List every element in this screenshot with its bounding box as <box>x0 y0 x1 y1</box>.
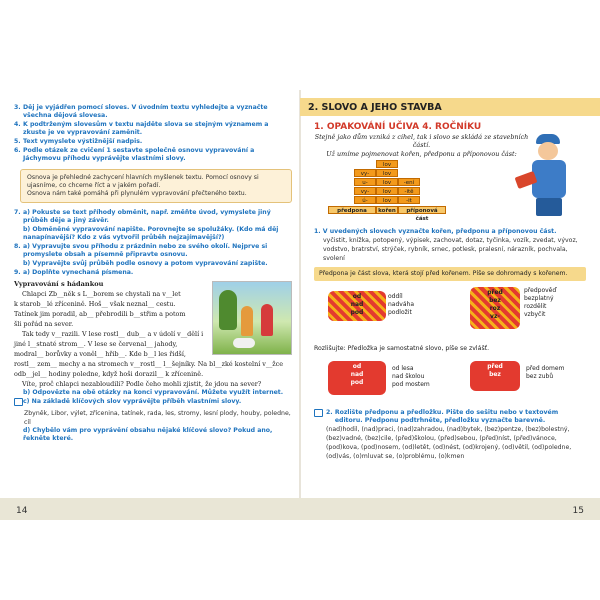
section-title: 1. OPAKOVÁNÍ UČIVA 4. ROČNÍKU <box>314 122 482 132</box>
brick-root: lov <box>376 169 398 177</box>
puzzle-piece: od nad pod <box>328 291 386 321</box>
preposition-examples-1: od lesa nad školou pod mostem <box>392 365 430 388</box>
story-line: Chlapci Zb__něk s L__borem se chystali na v__let <box>22 290 181 298</box>
brick-label-suffix: příponová část <box>398 206 446 214</box>
brick-prefix: ú- <box>354 196 376 204</box>
intro-line-2: Už umíme pojmenovat kořen, předponu a příponovou část: <box>326 150 517 158</box>
exercise-7: 7. a) Pokuste se text příhody obměnit, např. změňte úvod, vymyslete jiný průběh děje a jiný závěr. <box>14 209 271 224</box>
exercise-2-title: 2. Rozlište předponu a předložku. Pište do sešitu nebo v textovém editoru. Předponu podtrhněte, předložku vyznačte barevně. <box>314 409 586 425</box>
puzzle-piece: před bez roz vz- <box>470 287 520 329</box>
exercise-1-words: vyčistit, knížka, potopený, výpisek, zachovat, dotaz, tyčinka, vozík, zvedat, vývoz, vodstvo, bratrství, strýček, rybník, srnec, potlesk, pralesní, nárazník, pochvala, svolení <box>323 237 578 262</box>
exercise-7b: b) Obměněné vypravování napište. Porovnejte se spolužáky. (Kdo má děj nanapínavější? Kdo z vás vytvořil průběh nejzajímavější?) <box>23 226 279 241</box>
brick-root: lov <box>376 196 398 204</box>
dog-figure <box>233 338 255 348</box>
story-illustration <box>212 281 292 355</box>
exercise-8b: b) Vypravějte svůj průběh podle osnovy a potom vypravování zapište. <box>23 260 268 267</box>
brick-suffix: -it <box>398 196 420 204</box>
word-brick-diagram <box>314 160 586 222</box>
osnova-line-1: Osnova je přehledné zachycení hlavních myšlenek textu. Pomocí osnovy si ujasníme, co chceme říct a v jakém pořadí. <box>27 174 259 189</box>
boy-figure <box>241 306 253 336</box>
story-paragraph: Tak tedy v__razili. V lese rostl__ dub__ a v údolí v__dělí i jiné l__stnaté strom__. V lese se červenal__ jahody, modral__ borůvky a voněl__ hřib__. Kde b__l les řidší, rostl__ zem__ mechy a na stromech v__rostl__ l__šejníky. Na bl__zké kostelní v__žce odb__jel__ hodiny poledne, když hoši dorazil__ k zřícenině. <box>14 330 284 378</box>
preposition-examples-2: před domem bez zubů <box>526 365 565 380</box>
preposition-puzzle-row <box>314 357 586 403</box>
story-block <box>14 279 292 389</box>
intro-line-1: Stejně jako dům vzniká z cihel, tak i slovo se skládá ze stavebních částí. <box>314 133 529 149</box>
exercise-9d: d) Chybělo vám pro vyprávění obsahu nějaké klíčové slovo? Pokud ano, řekněte které. <box>23 427 273 442</box>
exercise-1-title: 1. V uvedených slovech vyznačte kořen, předponu a příponovou část. <box>314 228 557 235</box>
brick-prefix: vy- <box>354 169 376 177</box>
exercise-3: 3. Děj je vyjádřen pomocí sloves. V úvodním textu vyhledejte a vyznačte všechna dějová slovesa. <box>14 104 268 119</box>
prefix-puzzle-row <box>314 285 586 343</box>
exercise-9: 9. a) Doplňte vynechaná písmena. <box>14 269 134 276</box>
tree-shape <box>219 290 237 330</box>
prefix-examples-2: předpověď bezplatný rozdělit vzbyčit <box>524 287 557 318</box>
story-question: Víte, proč chlapci nezabloudili? Podle čeho mohli zjistit, že jdou na sever? <box>22 380 262 388</box>
exercise-9b: b) Odpovězte na obě otázky na konci vypravování. Můžete využít internet. <box>23 389 284 396</box>
prefix-examples-1: oddíl nadváha podložit <box>388 293 414 316</box>
page-number-left: 14 <box>16 506 28 516</box>
brick-root: lov <box>376 160 398 168</box>
brick-label-prefix: předpona <box>328 206 376 214</box>
puzzle-piece: od nad pod <box>328 361 386 395</box>
osnova-definition-box <box>20 169 292 203</box>
exercise-2-words: (nad)hodil, (nad)praci, (nad)zahradou, (nad)bytek, (bez)pentze, (bez)bolestný, (bez)vadné, (bez)cile, (před)školou, (před)sebou, (před)níst, (před)vánoce, (pod)kova, (pod)nosem, (od)letět, (od)nést, (od)krojený, (od)větil, (od)poledne, (od)vás, (o)mluvat se, (o)problému, (o)kmen <box>326 426 572 460</box>
brick-label-root: kořen <box>376 206 398 214</box>
brick-suffix: -ení <box>398 178 420 186</box>
page-number-right: 15 <box>572 506 584 516</box>
preposition-note: Rozlišujte: Předložka je samostatné slovo, píše se zvlášť. <box>314 345 490 352</box>
exercise-5: 5. Text vymyslete výstižnější nadpis. <box>14 138 143 145</box>
story-line: k starob__lé zřícenině. Hoš__ však neznal__ cestu. <box>14 300 176 308</box>
chapter-title: 2. SLOVO A JEHO STAVBA <box>308 101 442 113</box>
brick-root: lov <box>376 187 398 195</box>
bricklayer-illustration <box>514 130 584 218</box>
story-line: šli pořád na sever. <box>14 320 74 328</box>
exercise-6: 6. Podle otázek ze cvičení 1 sestavte společně osnovu vypravování a Jáchymovu příhodu vyprávějte vlastními slovy. <box>14 147 255 162</box>
keyword-list: Zbyněk, Libor, výlet, zřícenina, tatínek, rada, les, stromy, lesní plody, houby, poledne, cíl <box>24 410 291 426</box>
prefix-rule-box: Předpona je část slova, která stojí před kořenem. Píše se dohromady s kořenem. <box>314 267 586 281</box>
brick-suffix: -itě <box>398 187 420 195</box>
osnova-line-2: Osnova nám také pomáhá při plynulém vypravování přečteného textu. <box>27 190 247 197</box>
computer-icon <box>314 409 323 417</box>
footer-bar-left <box>0 498 300 520</box>
boy-figure <box>261 304 273 336</box>
story-line: Tatínek jim poradil, ab__ přebrodili b__střim a potom <box>14 310 186 318</box>
exercise-4: 4. K podtrženým slovesům v textu najděte slova se stejným významem a zkuste je ve vypravování zaměnit. <box>14 121 269 136</box>
puzzle-piece: před bez <box>470 361 520 391</box>
story-title: Vypravování s hádankou <box>14 280 104 288</box>
brick-prefix: u- <box>354 178 376 186</box>
footer-bar-right <box>300 498 600 520</box>
brick-root: lov <box>376 178 398 186</box>
computer-icon <box>14 398 23 406</box>
exercise-9c: c) Na základě klíčových slov vyprávějte příběh vlastními slovy. <box>14 398 292 408</box>
brick-prefix: vy- <box>354 187 376 195</box>
exercise-8: 8. a) Vypravujte svou příhodu z prázdnin nebo ze svého okolí. Nejprve si promyslete obsah a písemně připravte osnovu. <box>14 243 268 258</box>
chapter-header <box>300 98 600 116</box>
